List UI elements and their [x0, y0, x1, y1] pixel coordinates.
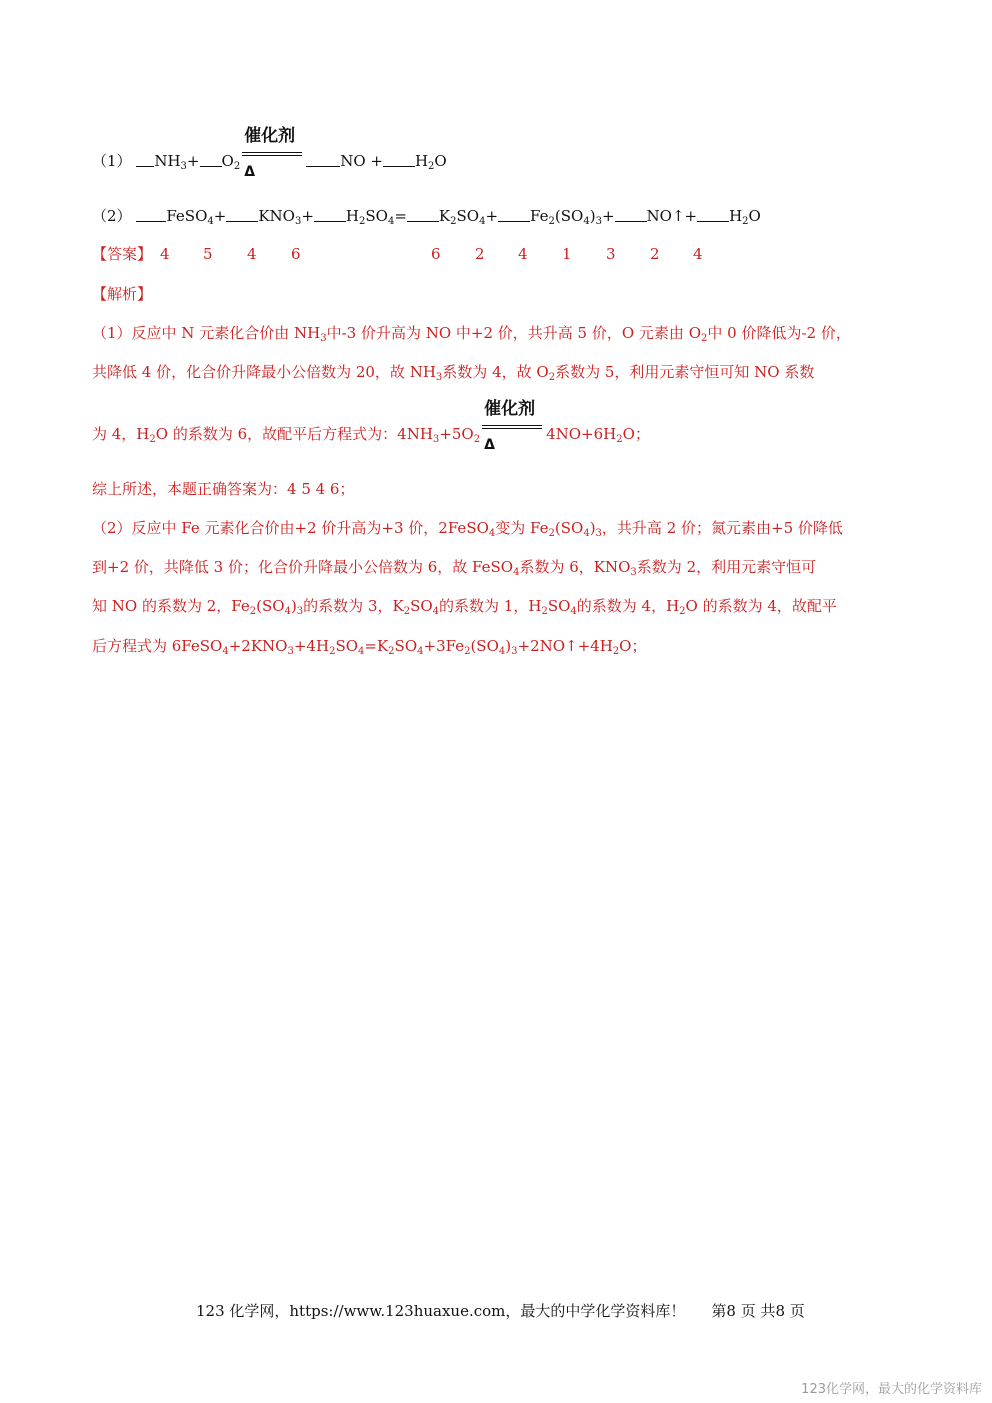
text: 4NO+6H: [546, 425, 617, 443]
blank: [314, 207, 346, 222]
sub: 4: [387, 216, 395, 227]
sub: 3: [287, 646, 294, 657]
sub: 2: [548, 372, 556, 383]
text: 知 NO 的系数为 2，Fe: [92, 597, 250, 615]
text: 的系数为 4，H: [576, 597, 680, 615]
analysis-line-2: [92, 362, 814, 382]
sub: 2: [359, 216, 366, 227]
delta-symbol: Δ: [484, 437, 495, 453]
sub: 4: [488, 528, 496, 539]
sub: 2: [388, 646, 395, 657]
text: (SO: [554, 519, 584, 537]
catalyst-condition: [242, 126, 304, 180]
sub: 4: [570, 606, 577, 617]
text: 的系数为 3，K: [303, 597, 404, 615]
text: O；: [619, 637, 647, 655]
analysis-line-4: 综上所述，本题正确答案为：4 5 4 6；: [92, 480, 355, 498]
text: O 的系数为 4，故配平: [685, 597, 837, 615]
equals-line: [242, 152, 302, 153]
analysis-line-8: [92, 636, 646, 656]
q1-o-end: O: [434, 152, 447, 170]
sub: 2: [233, 161, 241, 172]
q2-kno: KNO: [258, 207, 295, 225]
text: SO: [394, 637, 418, 655]
answer-line: [92, 244, 703, 264]
answer-value: 4: [247, 245, 257, 263]
blank: [226, 207, 258, 222]
answer-value: 4: [693, 245, 703, 263]
text: 系数为 5，利用元素守恒可知 NO 系数: [555, 363, 815, 381]
q2-so: SO: [365, 207, 388, 225]
sub: 2: [548, 216, 555, 227]
text: （1）反应中 N 元素化合价由 NH: [92, 324, 321, 342]
sub: 3: [180, 161, 187, 172]
text: +2KNO: [228, 637, 288, 655]
blank: [136, 207, 166, 222]
text: +3Fe: [423, 637, 465, 655]
answer-value: 5: [203, 245, 213, 263]
sub: 2: [473, 434, 481, 445]
sub: 2: [464, 646, 471, 657]
text: (SO: [256, 597, 285, 615]
answer-value: 4: [518, 245, 528, 263]
sub: 2: [149, 434, 156, 445]
q1-o: O: [221, 152, 234, 170]
analysis-line-5: [92, 518, 843, 538]
sub: 2: [249, 606, 257, 617]
blank: [615, 207, 647, 222]
text: =K: [364, 637, 389, 655]
sub: 3: [432, 434, 440, 445]
text: +2NO↑+4H: [517, 637, 613, 655]
text: 为 4，H: [92, 425, 150, 443]
text: ): [589, 519, 596, 537]
answer-value: 2: [475, 245, 485, 263]
question-1: [92, 126, 447, 180]
plus: +: [485, 207, 499, 225]
equals-line: [242, 155, 302, 156]
plus: +: [601, 207, 615, 225]
sub: 4: [358, 646, 365, 657]
sub: 3: [595, 216, 602, 227]
text: 系数为 2，利用元素守恒可: [636, 558, 817, 576]
plus: +: [213, 207, 227, 225]
analysis-line-6: [92, 557, 816, 577]
text: （2）反应中 Fe 元素化合价由+2 价升高为+3 价，2FeSO: [92, 519, 489, 537]
text: (SO: [470, 637, 499, 655]
q2-feso: FeSO: [166, 207, 208, 225]
q1-nh3: NH: [154, 152, 181, 170]
text: O 的系数为 6，故配平后方程式为：4NH: [155, 425, 433, 443]
answer-value: 6: [431, 245, 441, 263]
sub: 2: [403, 606, 411, 617]
q1-label: （1）: [92, 152, 132, 170]
sub: 2: [428, 161, 435, 172]
sub: 4: [498, 646, 506, 657]
text: 后方程式为 6FeSO: [92, 637, 223, 655]
sub: 2: [541, 606, 548, 617]
text: ): [290, 597, 297, 615]
footer-text: 123 化学网，https://www.123huaxue.com，最大的中学化学资料库！: [196, 1302, 686, 1320]
answer-value: 4: [160, 245, 170, 263]
page-footer: [196, 1300, 805, 1321]
sub: 4: [222, 646, 229, 657]
text: +5O: [439, 425, 474, 443]
text: 共降低 4 价，化合价升降最小公倍数为 20，故 NH: [92, 363, 436, 381]
q2-fe: Fe: [530, 207, 549, 225]
q2-h: H: [729, 207, 743, 225]
blank: [498, 207, 530, 222]
sub: 3: [630, 567, 637, 578]
text: SO: [547, 597, 571, 615]
sub: 3: [595, 528, 602, 539]
blank: [200, 152, 222, 167]
catalyst-label: 催化剂: [484, 399, 536, 419]
text: 中 0 价降低为-2 价，: [707, 324, 851, 342]
text: 到+2 价，共降低 3 价；化合价升降最小公倍数为 6，故 FeSO: [92, 558, 514, 576]
sub: 4: [284, 606, 291, 617]
blank: [407, 207, 439, 222]
sub: 3: [435, 372, 443, 383]
sub: 4: [207, 216, 214, 227]
sub: 2: [329, 646, 336, 657]
equals-line: [482, 425, 542, 426]
sub: 4: [513, 567, 520, 578]
text: 中-3 价升高为 NO 中+2 价，共升高 5 价，O 元素由 O: [326, 324, 701, 342]
q1-no: NO +: [340, 152, 383, 170]
text: 系数为 6，KNO: [519, 558, 631, 576]
text: ，共升高 2 价；氮元素由+5 价降低: [601, 519, 843, 537]
q1-h: H: [414, 152, 429, 170]
text: +4H: [293, 637, 330, 655]
sub: 4: [583, 216, 590, 227]
text: SO: [410, 597, 433, 615]
catalyst-condition: [482, 399, 544, 453]
text: ): [505, 637, 512, 655]
analysis-line-3: [92, 399, 650, 453]
sub: 2: [612, 646, 620, 657]
answer-value: 1: [562, 245, 572, 263]
sub: 2: [548, 528, 555, 539]
plus: +: [186, 152, 200, 170]
q2-label: （2）: [92, 207, 132, 225]
question-2: [92, 206, 761, 226]
page-number: 第8 页 共8 页: [711, 1302, 805, 1320]
sub: 4: [479, 216, 486, 227]
blank: [697, 207, 729, 222]
q2-k: K: [438, 207, 451, 225]
sub: 3: [296, 606, 304, 617]
text: 变为 Fe: [495, 519, 549, 537]
blank: [383, 152, 415, 167]
equals-line: [482, 428, 542, 429]
q2-no: NO↑+: [646, 207, 698, 225]
answer-value: 2: [650, 245, 660, 263]
text: O；: [622, 425, 650, 443]
sub: 3: [320, 333, 327, 344]
sub: 4: [417, 646, 424, 657]
sub: 2: [679, 606, 686, 617]
text: 系数为 4，故 O: [442, 363, 549, 381]
q2-so-paren: (SO: [554, 207, 584, 225]
sub: 3: [511, 646, 518, 657]
answer-label: 【答案】: [92, 245, 153, 263]
text: SO: [335, 637, 359, 655]
answer-value: 6: [291, 245, 301, 263]
text: 的系数为 1，H: [439, 597, 542, 615]
blank: [136, 152, 154, 167]
analysis-line-7: [92, 596, 837, 616]
blank: [306, 152, 340, 167]
delta-symbol: Δ: [244, 164, 256, 180]
sub: 2: [450, 216, 457, 227]
q2-so: SO: [456, 207, 480, 225]
q2-o: O: [748, 207, 761, 225]
analysis-label: 【解析】: [92, 285, 153, 303]
q2-h: H: [345, 207, 360, 225]
paren-close: ): [589, 207, 596, 225]
sub: 2: [742, 216, 749, 227]
plus: +: [301, 207, 314, 225]
analysis-line-1: [92, 323, 851, 343]
sub: 4: [432, 606, 440, 617]
answer-value: 3: [606, 245, 616, 263]
equals: =: [394, 207, 407, 225]
sub: 2: [616, 434, 623, 445]
sub: 3: [294, 216, 302, 227]
sub: 2: [701, 333, 708, 344]
catalyst-label: 催化剂: [244, 126, 296, 146]
watermark: 123化学网，最大的化学资料库: [801, 1382, 982, 1397]
sub: 4: [583, 528, 590, 539]
